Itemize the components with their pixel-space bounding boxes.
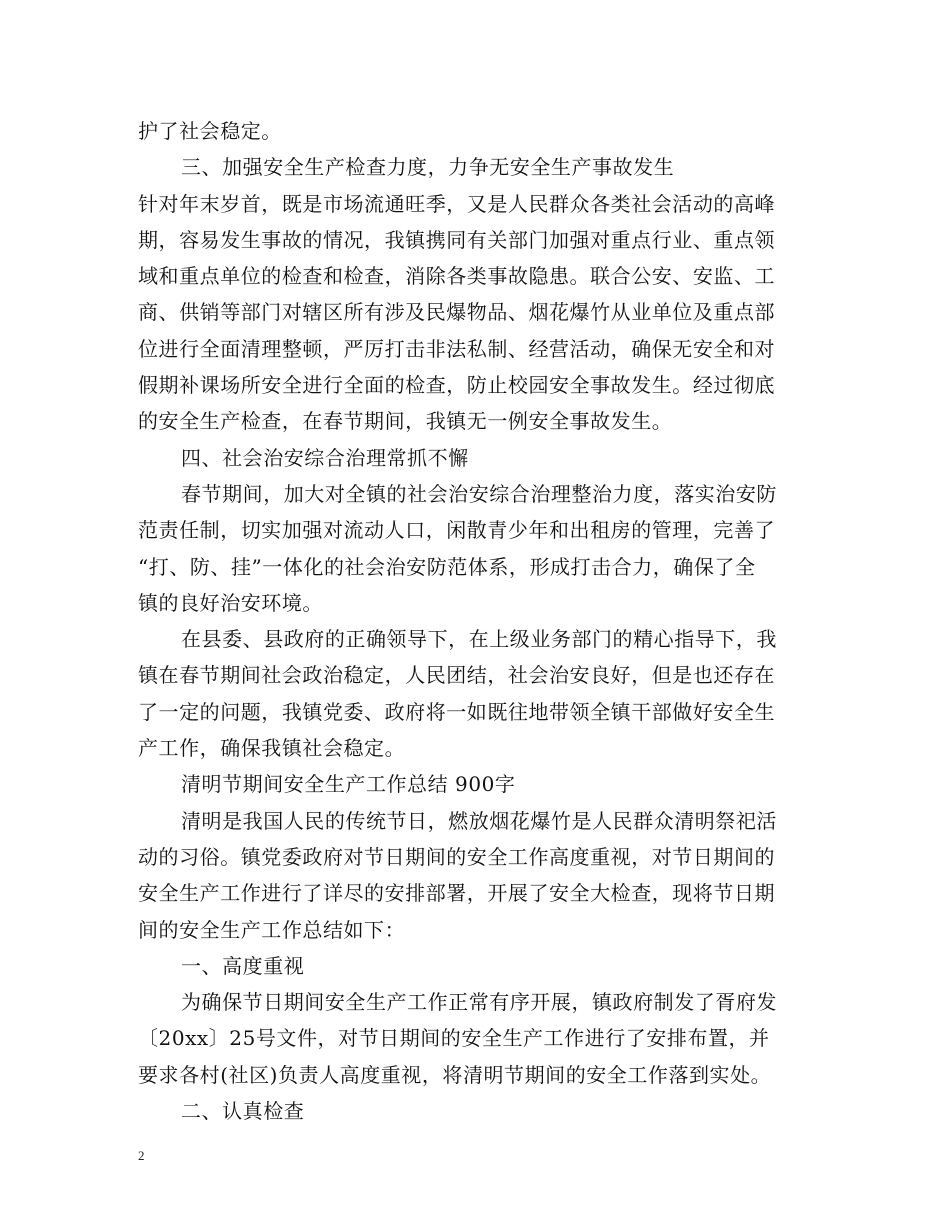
- text-line: 镇的良好治安环境。: [138, 590, 323, 615]
- text-line: 范责任制，切实加强对流动人口，闲散青少年和出租房的管理，完善了: [138, 518, 776, 543]
- text-line: 〔20xx〕25号文件，对节日期间的安全生产工作进行了安排布置，并: [138, 1026, 770, 1051]
- section-heading: 三、加强安全生产检查力度，力争无安全生产事故发生: [181, 155, 675, 180]
- section-heading: 四、社会治安综合治理常抓不懈: [181, 445, 469, 470]
- text-line: 清明是我国人民的传统节日，燃放烟花爆竹是人民群众清明祭祀活: [181, 808, 777, 833]
- text-line: 在县委、县政府的正确领导下，在上级业务部门的精心指导下，我: [181, 627, 777, 652]
- text-line: 了一定的问题，我镇党委、政府将一如既往地带领全镇干部做好安全生: [138, 699, 776, 724]
- article-title: 清明节期间安全生产工作总结 900字: [181, 772, 516, 797]
- text-line: 针对年末岁首，既是市场流通旺季，又是人民群众各类社会活动的高峰: [138, 191, 776, 216]
- text-line: 为确保节日期间安全生产工作正常有序开展，镇政府制发了胥府发: [181, 990, 777, 1015]
- text-line: 期，容易发生事故的情况，我镇携同有关部门加强对重点行业、重点领: [138, 227, 776, 252]
- section-heading: 一、高度重视: [181, 953, 305, 978]
- text-line: 要求各村(社区)负责人高度重视，将清明节期间的安全工作落到实处。: [138, 1062, 772, 1087]
- text-line: 假期补课场所安全进行全面的检查，防止校园安全事故发生。经过彻底: [138, 373, 776, 398]
- text-line: 商、供销等部门对辖区所有涉及民爆物品、烟花爆竹从业单位及重点部: [138, 300, 776, 325]
- text-line: 春节期间，加大对全镇的社会治安综合治理整治力度，落实治安防: [181, 481, 777, 506]
- text-line: 安全生产工作进行了详尽的安排部署，开展了安全大检查，现将节日期: [138, 881, 776, 906]
- section-heading: 二、认真检查: [181, 1099, 305, 1124]
- body-text: [138, 113, 818, 1129]
- text-line: 护了社会稳定。: [138, 119, 282, 143]
- text-line: 域和重点单位的检查和检查，消除各类事故隐患。联合公安、安监、工: [138, 264, 776, 289]
- text-line: 动的习俗。镇党委政府对节日期间的安全工作高度重视，对节日期间的: [138, 844, 776, 869]
- text-line: 产工作，确保我镇社会稳定。: [138, 736, 406, 761]
- page-number: 2: [138, 1148, 145, 1163]
- text-line: 间的安全生产工作总结如下：: [138, 917, 406, 942]
- text-line: “打、防、挂”一体化的社会治安防范体系，形成打击合力，确保了全: [138, 554, 756, 579]
- text-line: 位进行全面清理整顿，严厉打击非法私制、经营活动，确保无安全和对: [138, 336, 776, 361]
- text-line: 的安全生产检查，在春节期间，我镇无一例安全事故发生。: [138, 409, 673, 434]
- text-line: 镇在春节期间社会政治稳定，人民团结，社会治安良好，但是也还存在: [138, 663, 776, 688]
